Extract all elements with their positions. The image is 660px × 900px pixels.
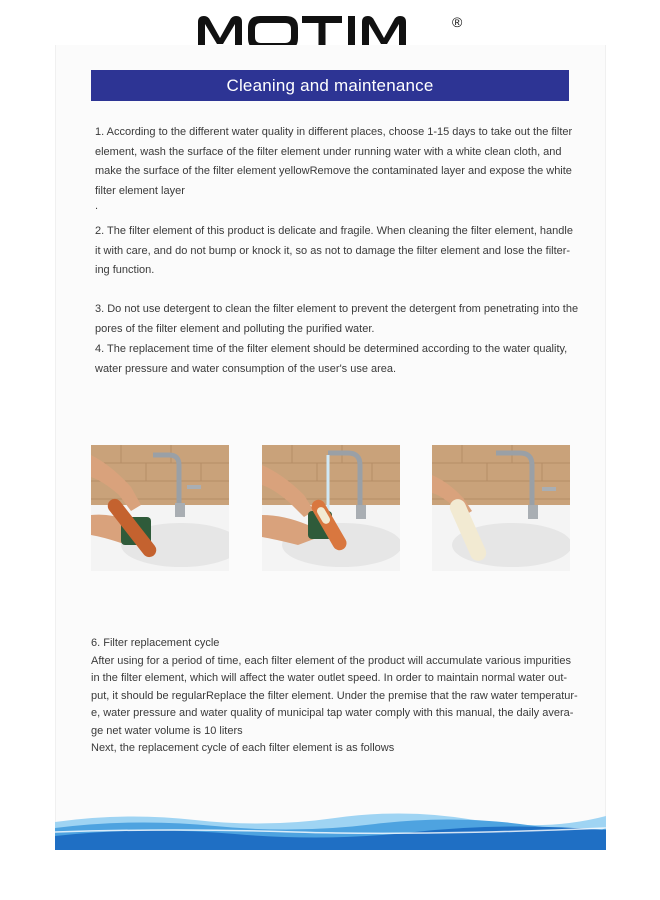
wave-footer (55, 808, 606, 850)
instruction-3-line: pores of the filter element and polluting the purified water. (95, 322, 375, 335)
instruction-1-line: 1. According to the different water quality in different places, choose 1-15 days to take out the filter (95, 126, 573, 138)
instruction-2-line: it with care, and do not bump or knock it, so as not to damage the filter element and lose the filter- (95, 244, 571, 257)
replacement-cycle-section (91, 635, 596, 758)
section-line: After using for a period of time, each filter element of the product will accumulate various impurities (91, 654, 571, 667)
instruction-1-line: make the surface of the filter element yellowRemove the contaminated layer and expose the white (95, 165, 572, 177)
section-line: Next, the replacement cycle of each filter element is as follows (91, 742, 395, 754)
instruction-2-line: ing function. (95, 264, 155, 276)
filter-clean-photo (432, 445, 570, 571)
instruction-2-line: 2. The filter element of this product is delicate and fragile. When cleaning the filter element, handle (95, 225, 573, 237)
instruction-3 (95, 300, 591, 339)
section-line: put, it should be regularReplace the filter element. Under the premise that the raw water temperatur- (91, 689, 578, 702)
section-line: in the filter element, which will affect the water outlet speed. In order to maintain normal water out- (91, 672, 568, 684)
instruction-1 (95, 123, 591, 201)
stray-dot: . (95, 200, 99, 212)
section-line: ge net water volume is 10 liters (91, 724, 243, 737)
instruction-1-line: filter element layer (95, 184, 185, 197)
instruction-4-line: water pressure and water consumption of the user's use area. (95, 362, 397, 375)
instruction-1-line: element, wash the surface of the filter element under running water with a white clean cloth, and (95, 145, 562, 158)
instruction-2 (95, 222, 591, 281)
registered-mark: ® (452, 14, 463, 30)
section-line: e, water pressure and water quality of municipal tap water comply with this manual, the daily avera- (91, 707, 574, 719)
instruction-4-line: 4. The replacement time of the filter element should be determined according to the water quality, (95, 343, 568, 355)
section-title: 6. Filter replacement cycle (91, 637, 220, 649)
filter-rinsing-photo (262, 445, 400, 571)
instruction-4 (95, 340, 591, 379)
section-banner: Cleaning and maintenance (91, 70, 569, 101)
instruction-3-line: 3. Do not use detergent to clean the filter element to prevent the detergent from penetrating into the (95, 303, 579, 315)
filter-dirty-photo (91, 445, 229, 571)
